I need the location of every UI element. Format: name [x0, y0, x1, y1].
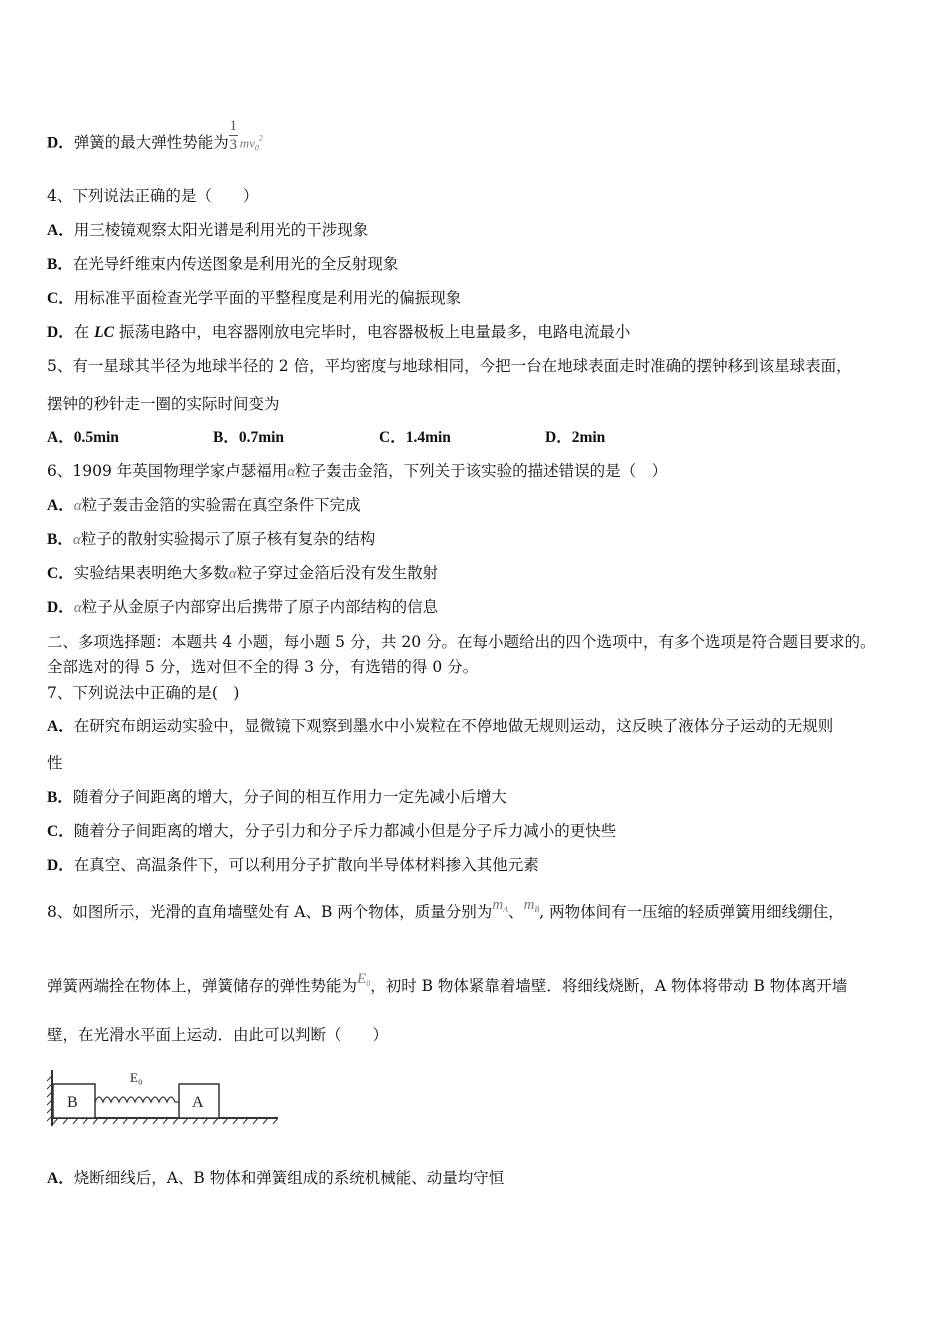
block-b-label: B: [67, 1094, 78, 1111]
spring: [95, 1097, 179, 1102]
q5-option-a: A．0.5min: [47, 429, 119, 446]
q7-option-c: C．随着分子间距离的增大，分子引力和分子斥力都减小但是分子斥力减小的更快些: [47, 822, 617, 840]
q5-stem-line2: 摆钟的秒针走一圈的实际时间变为: [47, 395, 280, 413]
q7-stem: 7、下列说法中正确的是( ): [47, 684, 240, 702]
q4-option-a: A．用三棱镜观察太阳光谱是利用光的干涉现象: [47, 221, 369, 239]
q6-option-b: B．α粒子的散射实验揭示了原子核有复杂的结构: [47, 530, 376, 548]
q3-option-d: D．弹簧的最大弹性势能为 $\frac{1}{3}$ $mv_0^2$: [47, 118, 263, 153]
q5-option-d: D．2min: [545, 429, 606, 446]
q4-option-c: C．用标准平面检查光学平面的平整程度是利用光的偏振现象: [47, 289, 462, 307]
block-a-label: A: [192, 1094, 204, 1111]
q8-stem-line1: 8、如图所示，光滑的直角墙壁处有 A、B 两个物体，质量分别为$m^A$、$m^B$, 两物体间有一压缩的轻质弹簧用细线绷住，: [47, 897, 844, 921]
q4-stem: 4、下列说法正确的是（ ）: [47, 187, 259, 205]
fraction: $\frac{1}{3}$: [229, 118, 237, 153]
q7-option-a: A．在研究布朗运动实验中，显微镜下观察到墨水中小炭粒在不停地做无规则运动，这反映了液体分子运动的无规则: [47, 717, 834, 735]
section2-heading-line2: 全部选对的得 5 分，选对但不全的得 3 分，有选错的得 0 分。: [47, 658, 479, 676]
q8-stem-line3: 壁，在光滑水平面上运动．由此可以判断（ ）: [47, 1026, 389, 1044]
alpha-symbol: α: [287, 464, 296, 480]
q8-stem-line2: 弹簧两端拴在物体上，弹簧储存的弹性势能为$E^0$，初时 B 物体紧靠着墙壁．将细线烧断，A 物体将带动 B 物体离开墙: [47, 971, 848, 995]
q4-option-b: B．在光导纤维束内传送图象是利用光的全反射现象: [47, 255, 399, 273]
q5-options: [47, 427, 711, 448]
q5-option-b: B．0.7min: [213, 429, 285, 446]
q5-option-c: C．1.4min: [379, 429, 451, 446]
section2-heading-line1: 二、多项选择题：本题共 4 小题，每小题 5 分，共 20 分。在每小题给出的四个选项中，有多个选项是符合题目要求的。: [47, 633, 876, 651]
q8-option-a: A．烧断细线后，A、B 物体和弹簧组成的系统机械能、动量均守恒: [47, 1169, 505, 1187]
spring-label: E₀: [130, 1070, 143, 1085]
q6-option-a: A．α粒子轰击金箔的实验需在真空条件下完成: [47, 496, 361, 514]
q6-option-c: C．实验结果表明绝大多数α粒子穿过金箔后没有发生散射: [47, 564, 439, 582]
q7-option-a-cont: 性: [47, 754, 63, 772]
q7-option-d: D．在真空、高温条件下，可以利用分子扩散向半导体材料掺入其他元素: [47, 856, 539, 874]
q6-stem: 6、1909 年英国物理学家卢瑟福用α粒子轰击金箔，下列关于该实验的描述错误的是（ ）: [47, 462, 668, 480]
q8-figure: [44, 1066, 284, 1136]
q7-option-b: B．随着分子间距离的增大，分子间的相互作用力一定先减小后增大: [47, 788, 507, 806]
q4-option-d: D．在 LC 振荡电路中，电容器刚放电完毕时，电容器极板上电量最多，电路电流最小: [47, 323, 631, 341]
q6-option-d: D．α粒子从金原子内部穿出后携带了原子内部结构的信息: [47, 598, 439, 616]
q5-stem-line1: 5、有一星球其半径为地球半径的 2 倍，平均密度与地球相同，今把一台在地球表面走时准确的摆钟移到该星球表面，: [47, 357, 852, 375]
